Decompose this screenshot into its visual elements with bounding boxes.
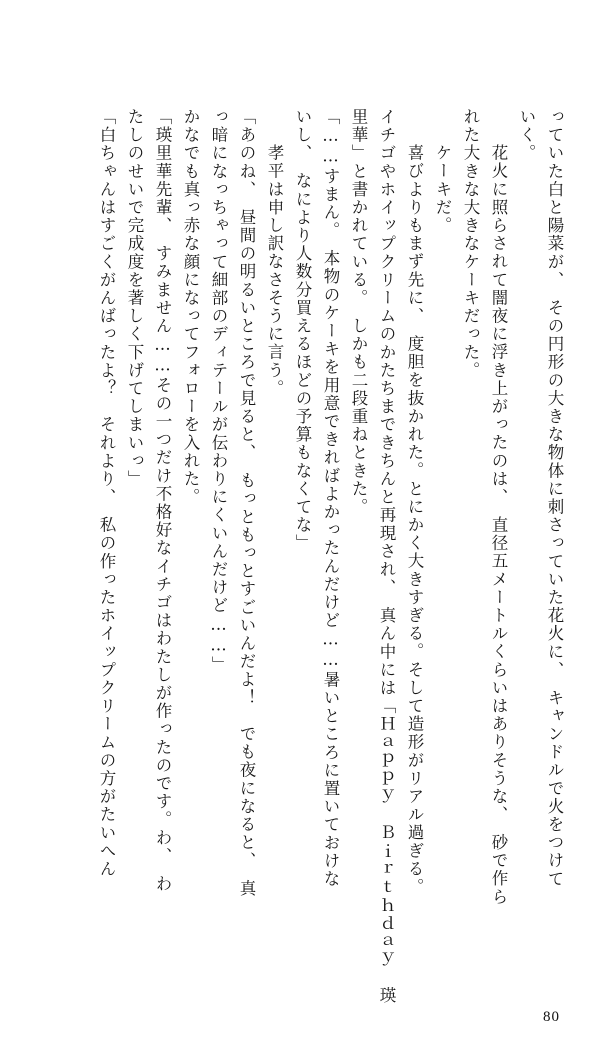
text-column: イチゴやホイップクリームのかたちまできちんと再現され、 真ん中には「Ｈａｐｐｙ Ｂｉｒｔｈｄａｙ 瑛 [377, 108, 396, 1005]
text-column: れた大きな大きなケーキだった。 [461, 108, 480, 380]
text-column: いく。 [517, 108, 536, 163]
text-column: っ暗になっちゃって細部のディテールが伝わりにくいんだけど……」 [209, 108, 228, 675]
text-column: たしのせいで完成度を著しく下げてしまいっ」 [125, 108, 144, 489]
text-column: 孝平は申し訳なさそうに言う。 [265, 126, 284, 398]
text-column: ケーキだ。 [433, 126, 452, 235]
text-column: 「瑛里華先輩、 すみません……その一つだけ不格好なイチゴはわたしが作ったのです。わ、 わ [153, 108, 172, 893]
text-column: 「……すまん。 本物のケーキを用意できればよかったんだけど……暑いところに置いておけな [321, 108, 340, 889]
text-column: 喜びよりもまず先に、 度胆を抜かれた。とにかく大きすぎる。そして造形がリアル過ぎる。 [405, 126, 424, 897]
vertical-text-body [52, 108, 564, 1005]
text-column: 「あのね、 昼間の明るいところで見ると、 もっともっとすごいんだよ！ でも夜になると、 真 [237, 108, 256, 898]
text-column: いし、 なにより人数分買えるほどの予算もなくてな」 [293, 108, 312, 553]
text-column: 「白ちゃんはすごくがんばったよ？ それより、 私の作ったホイップクリームの方がたいへん [97, 108, 116, 879]
text-column: 里華」と書かれている。 しかも二段重ねときた。 [349, 108, 368, 517]
text-column: っていた白と陽菜が、 その円形の大きな物体に刺さっていた花火に、 キャンドルで火をつけて [545, 108, 564, 888]
text-column: かなでも真っ赤な顔になってフォローを入れた。 [181, 108, 200, 507]
text-column: 花火に照らされて闇夜に浮き上がったのは、 直径五メートルくらいはありそうな、 砂で作ら [489, 126, 508, 906]
page-number: 80 [543, 1009, 560, 1025]
